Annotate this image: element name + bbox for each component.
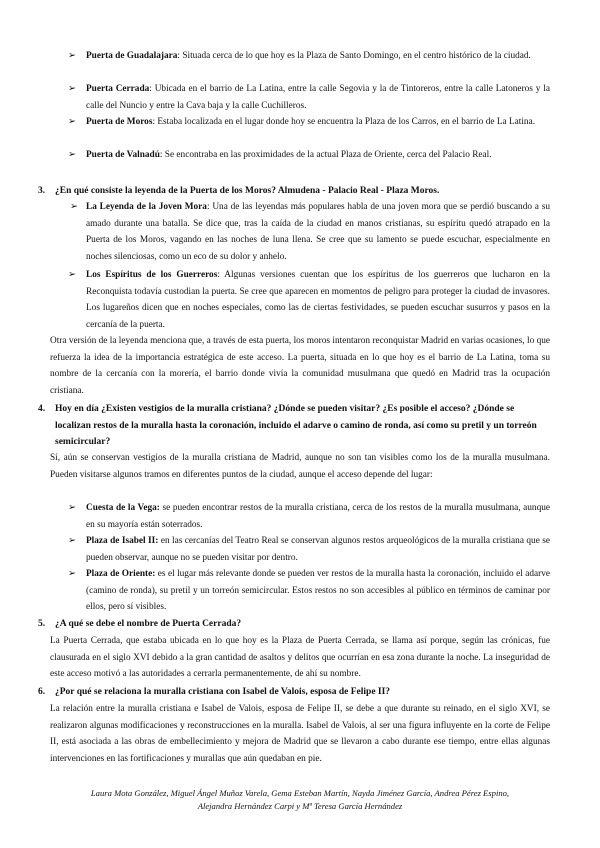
footer-line-1: Laura Mota González, Miguel Ángel Muñoz Varela, Gema Esteban Martín, Nayda Jiménez García, Andrea Pérez Espino, [90,788,510,798]
arrow-bullet-icon: ➢ [68,84,76,94]
question-4-intro: Sí, aún se conservan vestigios de la muralla cristiana de Madrid, aunque no son tan visibles como los de la muralla musulmana. Pueden visitarse algunos tramos en diferentes puntos de la ciudad, aunque el acceso depende del lugar: [50,453,550,480]
question-5-paragraph: La Puerta Cerrada, que estaba ubicada en lo que hoy es la Plaza de Puerta Cerrada, se llama así porque, según las crónicas, fue clausurada en el siglo XVI debido a la gran cantidad de asaltos y delitos que ocurrían en esa zona durante la noche. La inseguridad de este acceso motivó a las autoridades a cerrarla permanentemente, de ahí su nombre. [50,636,550,680]
question-6-paragraph: La relación entre la muralla cristiana e Isabel de Valois, esposa de Felipe II, se debe a que durante su reinado, en el siglo XVI, se realizaron algunas modificaciones y reconstrucciones en la muralla. Isabel de Valois, al ser una figura influyente en la corte de Felipe II, está asociada a las obras de embellecimiento y mejora de Madrid que se llevaron a cabo durante ese tiempo, entre ellas algunas intervenciones en las fortificaciones y murallas que aún quedaban en pie. [50,704,550,764]
bullet-puerta-moros: Puerta de Moros: Estaba localizada en el lugar donde hoy se encuentra la Plaza de los Carros, en el barrio de La Latina. [86,117,536,127]
bullet-plaza-oriente: Plaza de Oriente: es el lugar más relevante donde se pueden ver restos de la muralla hasta la coronación, incluido el adarve (camino de ronda), su pretil y un torreón semicircular. Estos restos no son accesibles al público en términos de caminar por ellos, pero sí visibles. [86,569,550,613]
arrow-bullet-icon: ➢ [68,569,76,579]
question-number: 4. [38,404,46,414]
question-5-heading: ¿A qué se debe el nombre de Puerta Cerrada? [55,619,242,629]
question-4-heading: Hoy en día ¿Existen vestigios de la muralla cristiana? ¿Dónde se pueden visitar? ¿Es posible el acceso? ¿Dónde se localizan restos de la muralla hasta la coronación, incluido el adarve o camino de ronda, así como su pretil y un torreón semicircular? [55,404,537,448]
bullet-puerta-guadalajara: Puerta de Guadalajara: Situada cerca de lo que hoy es la Plaza de Santo Domingo, en el centro histórico de la ciudad. [86,51,531,61]
question-number: 3. [38,186,46,196]
bullet-espiritus-guerreros: Los Espíritus de los Guerreros: Algunas versiones cuentan que los espíritus de los guerreros que lucharon en la Reconquista todavía custodian la puerta. Se cree que aparecen en momentos de peligro para proteger la ciudad de invasores. Los lugareños dicen que en noches especiales, como las de ciertas festividades, se pueden escuchar susurros y pasos en la cercanía de la puerta. [86,270,550,330]
bullet-puerta-cerrada: Puerta Cerrada: Ubicada en el barrio de La Latina, entre la calle Segovia y la de Tintoreros, entre la calle Latoneros y la calle del Nuncio y entre la Cava baja y la calle Cuchilleros. [86,84,550,111]
bullet-joven-mora: La Leyenda de la Joven Mora: Una de las leyendas más populares habla de una joven mora que se perdió buscando a su amado durante una batalla. Se dice que, tras la caída de la ciudad en manos cristianas, su espíritu quedó atrapado en la Puerta de los Moros, vagando en las noches de luna llena. Se cree que su lamento se puede escuchar, especialmente en noches silenciosas, como un eco de su dolor y anhelo. [86,202,551,262]
question-3-heading: ¿En qué consiste la leyenda de la Puerta de los Moros? Almudena - Palacio Real - Plaza Moros. [55,186,440,196]
footer-line-2: Alejandra Hernández Carpi y Mª Teresa García Hernández [197,801,403,811]
question-number: 5. [38,619,46,629]
arrow-bullet-icon: ➢ [68,270,76,280]
arrow-bullet-icon: ➢ [68,536,76,546]
question-3-paragraph: Otra versión de la leyenda menciona que, a través de esta puerta, los moros intentaron reconquistar Madrid en varias ocasiones, lo que refuerza la idea de la importancia estratégica de este acceso. La puerta, situada en lo que hoy es el barrio de La Latina, toma su nombre de la cercanía con la morería, el barrio donde vivía la comunidad musulmana que quedó en Madrid tras la ocupación cristiana. [50,336,550,396]
arrow-bullet-icon: ➢ [68,150,76,160]
arrow-bullet-icon: ➢ [68,503,76,513]
question-number: 6. [38,687,46,697]
arrow-bullet-icon: ➢ [70,202,78,212]
footer-authors [50,787,550,813]
arrow-bullet-icon: ➢ [68,117,76,127]
bullet-cuesta-vega: Cuesta de la Vega: se pueden encontrar restos de la muralla cristiana, cerca de los restos de la muralla musulmana, aunque en su mayoría están soterrados. [86,503,550,530]
arrow-bullet-icon: ➢ [68,51,76,61]
bullet-plaza-isabel: Plaza de Isabel II: en las cercanías del Teatro Real se conservan algunos restos arqueológicos de la muralla cristiana que se pueden observar, aunque no se pueden visitar por dentro. [86,536,550,563]
question-6-heading: ¿Por qué se relaciona la muralla cristiana con Isabel de Valois, esposa de Felipe II? [55,687,391,697]
bullet-puerta-valnadu: Puerta de Valnadú: Se encontraba en las proximidades de la actual Plaza de Oriente, cerca del Palacio Real. [86,150,492,160]
